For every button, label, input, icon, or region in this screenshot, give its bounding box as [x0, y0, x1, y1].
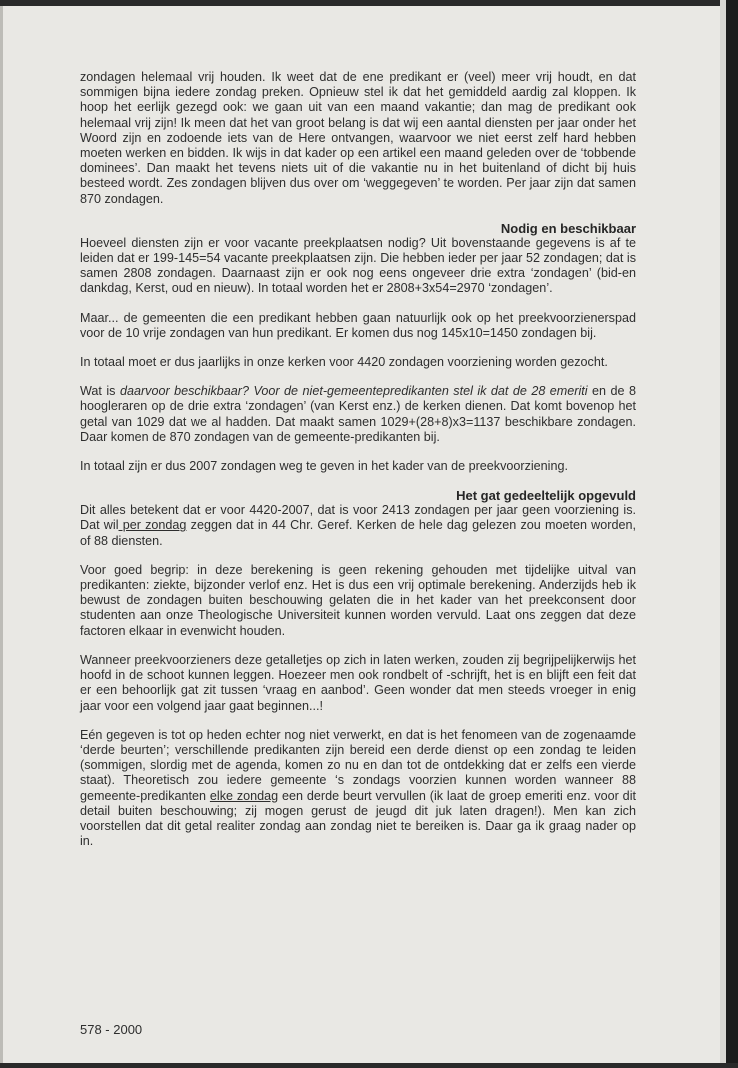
page-number: 578 - 2000 — [80, 1022, 143, 1037]
heading-nodig-en-beschikbaar: Nodig en beschikbaar — [500, 220, 636, 236]
heading-het-gat-gedeeltelijk-opgevuld: Het gat gedeeltelijk opgevuld — [456, 488, 636, 504]
article-body — [80, 70, 636, 849]
paragraph-derde-beurten: Eén gegeven is tot op heden echter nog niet verwerkt, en dat is het fenomeen van de zogenaamde ‘derde beurten’; verschillende predikanten zijn bereid een derde dienst op een zondag te leiden (sommigen, slordig met de agenda, komen zo nu en dan tot de ontdekking dat er zelfs een vierde staat). Theoretisch zou iedere gemeente ‘s zondags voorzien kunnen worden wanneer 88 gemeente-predikanten elke zondag een derde beurt vervullen (ik laat de groep emeriti enz. voor dit detail buiten beschouwing; zij mogen gerust de jeugd dit juk laten dragen!). Men kan zich voorstellen dat dit getal realiter zondag aan zondag niet te bereiken is. Daar ga ik graag nader op in. — [80, 727, 636, 849]
paragraph-totaal-weg-te-geven: In totaal zijn er dus 2007 zondagen weg te geven in het kader van de preekvoorziening. — [80, 459, 568, 474]
paragraph-preekvoorzieners: Wanneer preekvoorzieners deze getalletjes op zich in laten werken, zouden zij begrijpelijkerwijs het hoofd in de schoot kunnen leggen. Hoezeer men ook rondbelt of -schrijft, het is en blijft een feit dat er een behoorlijk gat zit tussen ‘vraag en aanbod’. Geen wonder dat men steeds vroeger in enig jaar voor een volgend jaar gaat beginnen...! — [80, 652, 636, 713]
emphasis-daarvoor-beschikbaar: daarvoor beschikbaar? Voor de niet-gemeentepredikanten stel ik dat de 28 emeriti — [119, 384, 588, 399]
paragraph-vacante-preekplaatsen: Hoeveel diensten zijn er voor vacante preekplaatsen nodig? Uit bovenstaande gegevens is af te leiden dat er 199-145=54 vacante preekplaatsen zijn. Die hebben ieder per jaar 52 zondagen; dat is samen 2808 zondagen. Daarnaast zijn er ook nog eens ongeveer drie extra ‘zondagen’ (bid-en dankdag, Kerst, oud en nieuw). In totaal worden het er 2808+3x54=2970 ‘zondagen’. — [80, 235, 636, 296]
underline-per-zondag: per zondag — [118, 518, 187, 533]
paragraph-totaal-nodig: In totaal moet er dus jaarlijks in onze kerken voor 4420 zondagen voorziening worden gezocht. — [80, 355, 608, 370]
paragraph-beschikbaar: Wat is daarvoor beschikbaar? Voor de niet-gemeentepredikanten stel ik dat de 28 emeriti en de 8 hoogleraren op de drie extra ‘zondagen’ (van Kerst enz.) de kerken dienen. Dat komt bovenop het getal van 1029 dat we al hadden. Dat maakt samen 1029+(28+8)x3=1137 beschikbare zondagen. Daar komen de 870 zondagen van de gemeente-predikanten bij. — [80, 384, 636, 444]
scan-edge-right — [720, 0, 738, 1068]
scan-edge-bottom — [0, 1063, 738, 1068]
paragraph-geen-voorziening: Dit alles betekent dat er voor 4420-2007, dat is voor 2413 zondagen per jaar geen voorziening is. Dat wil per zondag zeggen dat in 44 Chr. Geref. Kerken de hele dag gelezen zou moeten worden, of 88 diensten. — [80, 503, 636, 548]
scan-edge-left — [0, 0, 3, 1068]
underline-elke-zondag: elke zondag — [209, 788, 279, 803]
paragraph-vakantie: zondagen helemaal vrij houden. Ik weet dat de ene predikant er (veel) meer vrij houdt, en dat sommigen bijna iedere zondag preken. Opnieuw stel ik dat het gemiddeld aardig zal kloppen. Ik hoop het eerlijk gezegd ook: we gaan uit van een maand vakantie; dan mag de predikant ook helemaal vrij zijn! Ik meen dat het van groot belang is dat wij een aantal diensten per jaar onder het Woord zijn en zodoende iets van de Here ontvangen, waarvoor we niet eerst zelf hard hebben moeten werken en bidden. Ik wijs in dat kader op een artikel een maand geleden over de ‘tobbende dominees’. Dan maakt het tevens niets uit of die vakantie nu in het buitenland of dicht bij huis besteed wordt. Zes zondagen blijven dus over om ‘weggegeven’ te worden. Per jaar zijn dat samen 870 zondagen. — [80, 70, 636, 206]
paragraph-goed-begrip: Voor goed begrip: in deze berekening is geen rekening gehouden met tijdelijke uitval van predikanten: ziekte, bijzonder verlof enz. Het is dus een vrij optimale berekening. Anderzijds heb ik bewust de zondagen buiten beschouwing gelaten die in het kader van het preekconsent door studenten aan onze Theologische Universiteit kunnen worden vervuld. Laat ons zeggen dat deze factoren elkaar in evenwicht houden. — [80, 562, 636, 638]
paragraph-preekvoorzienerspad: Maar... de gemeenten die een predikant hebben gaan natuurlijk ook op het preekvoorzienerspad voor de 10 vrije zondagen van hun predikant. Er komen dus nog 145x10=1450 zondagen bij. — [80, 310, 636, 340]
scan-edge-top — [0, 0, 738, 6]
